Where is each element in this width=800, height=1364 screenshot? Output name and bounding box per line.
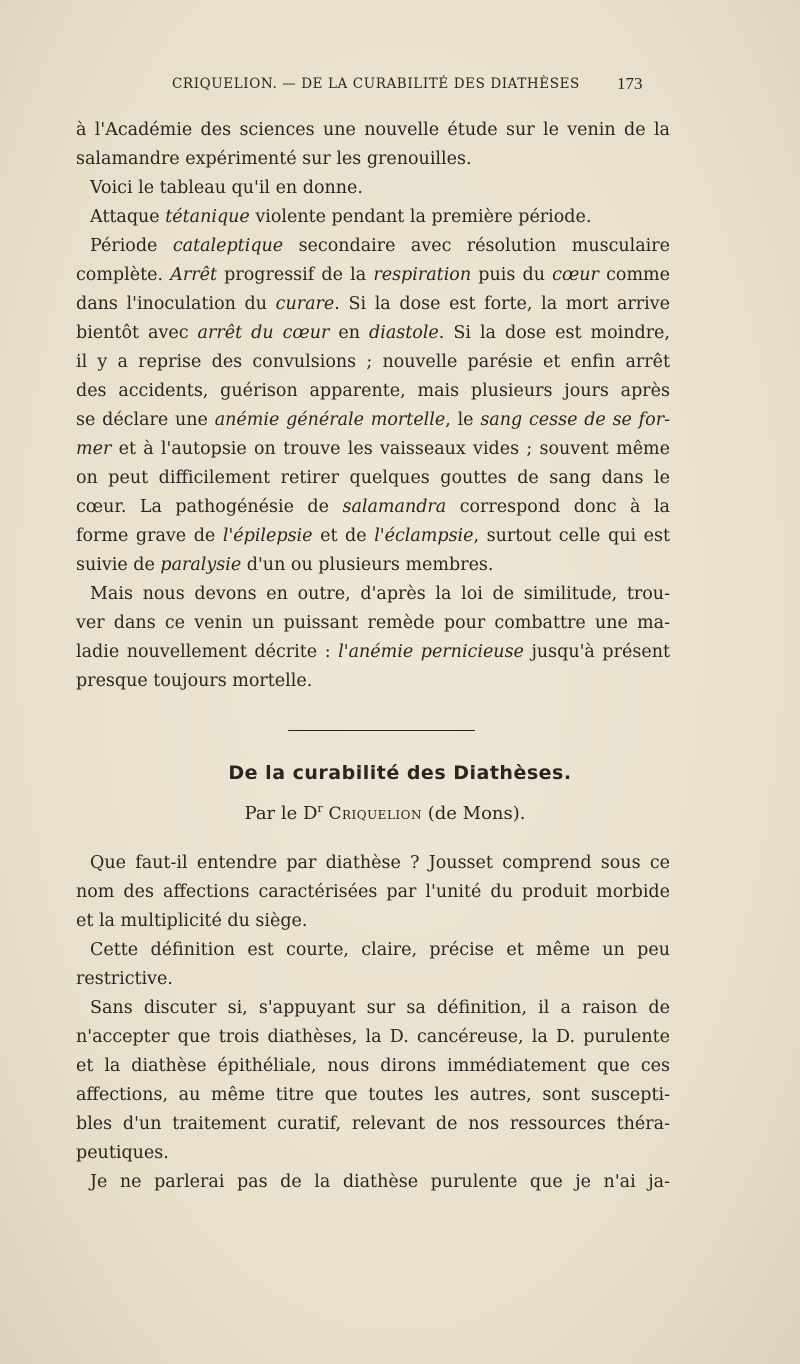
text-run: Attaque bbox=[90, 207, 166, 227]
text-run: n'accepter que trois diathèses, la D. cancéreuse, la D. purulente bbox=[76, 1027, 670, 1047]
text-line bbox=[76, 290, 670, 319]
text-line bbox=[76, 464, 670, 493]
text-run: violente pendant la première période. bbox=[249, 207, 592, 227]
text-line bbox=[76, 1168, 670, 1197]
text-run: et la diathèse épithéliale, nous dirons immédiatement que ces bbox=[76, 1056, 670, 1076]
text-line bbox=[76, 319, 670, 348]
text-line bbox=[76, 907, 670, 936]
text-run: en bbox=[329, 323, 370, 343]
text-line bbox=[76, 551, 670, 580]
text-run: presque toujours mortelle. bbox=[76, 671, 313, 691]
italic-term: paralysie bbox=[160, 555, 242, 575]
italic-term: l'anémie pernicieuse bbox=[338, 642, 524, 662]
text-run: à l'Académie des sciences une nouvelle étude sur le venin de la bbox=[76, 120, 670, 140]
italic-term: respiration bbox=[373, 265, 472, 285]
page-number: 173 bbox=[617, 74, 643, 93]
text-line bbox=[76, 406, 670, 435]
text-line bbox=[76, 261, 670, 290]
italic-term: mer bbox=[76, 439, 112, 459]
text-run: restrictive. bbox=[76, 969, 173, 989]
text-run: bientôt avec bbox=[76, 323, 198, 343]
text-line bbox=[76, 1139, 670, 1168]
text-line bbox=[76, 493, 670, 522]
italic-term: anémie générale mortelle bbox=[214, 410, 446, 430]
text-run: nom des affections caractérisées par l'unité du produit morbide bbox=[76, 882, 670, 902]
text-run: ver dans ce venin un puissant remède pour combattre une ma- bbox=[76, 613, 670, 633]
section-title: De la curabilité des Diathèses. bbox=[228, 762, 572, 784]
author-prefix: Par le D bbox=[244, 803, 318, 824]
text-run: forme grave de bbox=[76, 526, 223, 546]
section-divider bbox=[288, 730, 475, 731]
text-line bbox=[76, 936, 670, 965]
text-run: comme bbox=[598, 265, 670, 285]
italic-term: salamandra bbox=[342, 497, 447, 517]
text-run: complète. bbox=[76, 265, 171, 285]
text-line bbox=[76, 377, 670, 406]
text-line bbox=[76, 965, 670, 994]
text-line bbox=[76, 1081, 670, 1110]
text-run: d'un ou plusieurs membres. bbox=[241, 555, 494, 575]
text-run: jusqu'à présent bbox=[523, 642, 670, 662]
text-run: Sans discuter si, s'appuyant sur sa définition, il a raison de bbox=[90, 998, 670, 1018]
text-line bbox=[76, 348, 670, 377]
text-run: Mais nous devons en outre, d'après la loi de similitude, trou- bbox=[90, 584, 670, 604]
section-author bbox=[0, 802, 770, 824]
text-run: et de bbox=[312, 526, 375, 546]
text-run: affections, au même titre que toutes les autres, sont suscepti- bbox=[76, 1085, 670, 1105]
text-run: secondaire avec résolution musculaire bbox=[283, 236, 671, 256]
text-line bbox=[76, 232, 670, 261]
italic-term: arrêt du cœur bbox=[197, 323, 330, 343]
text-run: correspond donc à la bbox=[446, 497, 670, 517]
text-run: on peut difficilement retirer quelques gouttes de sang dans le bbox=[76, 468, 670, 488]
italic-term: Arrêt bbox=[170, 265, 217, 285]
text-line bbox=[76, 849, 670, 878]
text-run: et à l'autopsie on trouve les vaisseaux vides ; souvent même bbox=[111, 439, 670, 459]
text-line bbox=[76, 1052, 670, 1081]
italic-term: curare bbox=[275, 294, 335, 314]
text-run: , surtout celle qui est bbox=[473, 526, 671, 546]
text-run: . Si la dose est moindre, bbox=[438, 323, 670, 343]
author-suffix: (de Mons). bbox=[422, 803, 526, 824]
text-run: puis du bbox=[471, 265, 553, 285]
italic-term: l'épilepsie bbox=[222, 526, 313, 546]
text-run: il y a reprise des convulsions ; nouvelle parésie et enfin arrêt bbox=[76, 352, 670, 372]
text-line bbox=[76, 435, 670, 464]
text-line bbox=[76, 609, 670, 638]
text-line bbox=[76, 174, 670, 203]
text-run: Cette définition est courte, claire, précise et même un peu bbox=[90, 940, 670, 960]
text-run: . Si la dose est forte, la mort arrive bbox=[334, 294, 670, 314]
text-run: ladie nouvellement décrite : bbox=[76, 642, 339, 662]
text-run: dans l'inoculation du bbox=[76, 294, 276, 314]
text-line bbox=[76, 994, 670, 1023]
text-run: Que faut-il entendre par diathèse ? Jousset comprend sous ce bbox=[90, 853, 670, 873]
italic-term: sang cesse de se for- bbox=[480, 410, 670, 430]
text-run: et la multiplicité du siège. bbox=[76, 911, 308, 931]
author-title-sup: r bbox=[317, 802, 323, 815]
salamandra-text-block bbox=[76, 116, 670, 696]
text-run: bles d'un traitement curatif, relevant de nos ressources théra- bbox=[76, 1114, 670, 1134]
text-line bbox=[76, 1110, 670, 1139]
text-run: Période bbox=[90, 236, 173, 256]
text-line bbox=[76, 522, 670, 551]
text-run: salamandre expérimenté sur les grenouilles. bbox=[76, 149, 472, 169]
author-name: Criquelion bbox=[328, 804, 422, 824]
text-line bbox=[76, 145, 670, 174]
italic-term: l'éclampsie bbox=[374, 526, 474, 546]
italic-term: tétanique bbox=[165, 207, 250, 227]
text-line bbox=[76, 1023, 670, 1052]
text-run: se déclare une bbox=[76, 410, 215, 430]
text-run: des accidents, guérison apparente, mais plusieurs jours après bbox=[76, 381, 670, 401]
text-run: , le bbox=[445, 410, 481, 430]
text-line bbox=[76, 878, 670, 907]
text-run: progressif de la bbox=[216, 265, 374, 285]
text-run: peutiques. bbox=[76, 1143, 169, 1163]
italic-term: diastole bbox=[369, 323, 439, 343]
text-run: Je ne parlerai pas de la diathèse purulente que je n'ai ja- bbox=[90, 1172, 670, 1192]
text-line bbox=[76, 203, 670, 232]
text-line bbox=[76, 580, 670, 609]
text-run: suivie de bbox=[76, 555, 161, 575]
diathesis-text-block bbox=[76, 849, 670, 1197]
text-run: Voici le tableau qu'il en donne. bbox=[90, 178, 363, 198]
text-line bbox=[76, 116, 670, 145]
running-header: CRIQUELION. — DE LA CURABILITÉ DES DIATHÈSES bbox=[172, 76, 580, 92]
text-line bbox=[76, 638, 670, 667]
text-line bbox=[76, 667, 670, 696]
italic-term: cœur bbox=[552, 265, 599, 285]
italic-term: cataleptique bbox=[172, 236, 284, 256]
text-run: cœur. La pathogénésie de bbox=[76, 497, 343, 517]
